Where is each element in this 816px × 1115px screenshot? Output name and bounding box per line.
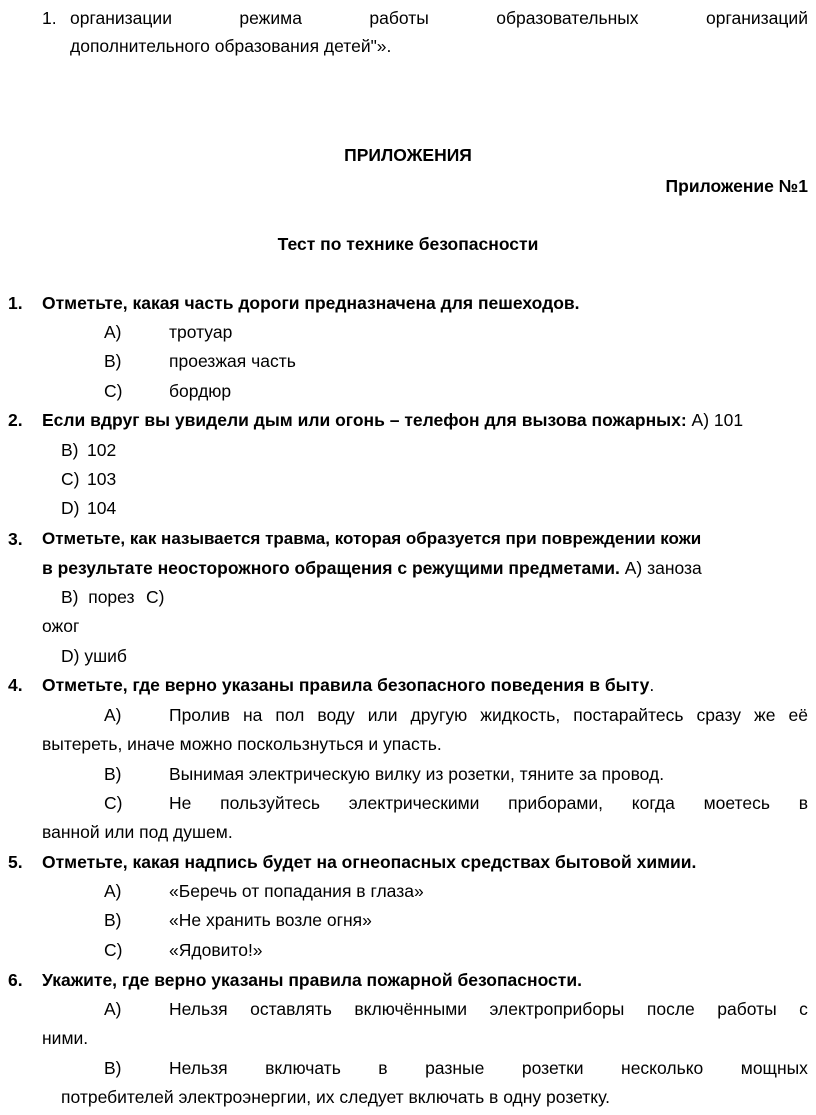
question-number: 1.: [8, 293, 23, 313]
test-title: Тест по технике безопасности: [277, 234, 539, 254]
option-line: [169, 793, 808, 814]
option-word: мощных: [740, 1058, 808, 1078]
appendix-label: Приложение №1: [665, 176, 808, 196]
question-text: Отметьте, какая часть дороги предназначена для пешеходов.: [42, 293, 580, 313]
option-letter: C): [104, 381, 123, 401]
option-letter: A): [104, 705, 122, 725]
option-inline: A) заноза: [624, 558, 702, 578]
option-word: розетки: [521, 1058, 584, 1078]
option-letter: A): [104, 322, 122, 342]
question-text: Если вдруг вы увидели дым или огонь – телефон для вызова пожарных:: [42, 410, 687, 430]
option-word: электроприборы: [489, 999, 625, 1019]
option-text: 102: [87, 440, 117, 460]
question-number: 4.: [8, 675, 23, 695]
intro-line-1: [70, 8, 808, 29]
option-text: 103: [87, 469, 117, 489]
option-word: электрическими: [348, 793, 480, 813]
intro-word: организаций: [706, 8, 808, 28]
intro-line-2: дополнительного образования детей"».: [70, 36, 392, 56]
option-word: пол: [275, 705, 305, 725]
option-line: [169, 1058, 808, 1079]
option-text: «Ядовито!»: [169, 940, 263, 960]
option-letter: B): [104, 351, 122, 371]
option-word: разные: [425, 1058, 485, 1078]
question-text: Отметьте, как называется травма, которая образуется при повреждении кожи: [42, 529, 702, 548]
option-letter: C): [104, 940, 123, 960]
question-number: 6.: [8, 970, 23, 990]
option-line: [169, 999, 808, 1020]
option-letter: B): [104, 910, 122, 930]
question-number: 5.: [8, 852, 23, 872]
option-word: постарайтесь: [573, 705, 684, 725]
option-word: пользуйтесь: [220, 793, 321, 813]
option-word: воду: [317, 705, 355, 725]
option-word: Нельзя: [169, 1058, 228, 1078]
option-word: её: [788, 705, 808, 725]
option-text: потребителей электроэнергии, их следует включать в одну розетку.: [61, 1087, 611, 1107]
option-text: тротуар: [169, 322, 233, 342]
option-letter: D): [61, 498, 80, 518]
question-text: Отметьте, где верно указаны правила безопасного поведения в быту: [42, 675, 650, 695]
option-text: Вынимая электрическую вилку из розетки, тяните за провод.: [169, 764, 665, 784]
option-text: проезжая часть: [169, 351, 296, 371]
option-letter: A): [104, 999, 122, 1019]
option-letter: B): [61, 440, 79, 460]
option-word: сразу: [696, 705, 742, 725]
option-word: работы: [717, 999, 777, 1019]
option-word: включать: [265, 1058, 341, 1078]
option-text: ожог: [42, 616, 80, 636]
option-text: 104: [87, 498, 117, 518]
option-word: включёнными: [354, 999, 468, 1019]
option-word: моетесь: [703, 793, 770, 813]
option-word: же: [754, 705, 776, 725]
option-letter: B): [104, 764, 122, 784]
option-d: D) ушиб: [61, 646, 127, 666]
option-inline: A) 101: [691, 410, 744, 430]
option-word: или: [367, 705, 398, 725]
option-word: другую: [410, 705, 468, 725]
question-number: 3.: [8, 529, 23, 549]
option-word: когда: [631, 793, 675, 813]
option-word: на: [242, 705, 263, 725]
option-word: жидкость,: [480, 705, 561, 725]
option-text: вытереть, иначе можно поскользнуться и упасть.: [42, 734, 442, 754]
option-letter: C): [146, 587, 165, 607]
option-word: после: [646, 999, 695, 1019]
intro-word: организации: [70, 8, 172, 28]
option-letter: A): [104, 881, 122, 901]
option-word: в: [378, 1058, 388, 1078]
option-text: бордюр: [169, 381, 232, 401]
intro-word: образовательных: [496, 8, 639, 28]
option-word: Пролив: [169, 705, 230, 725]
section-heading: ПРИЛОЖЕНИЯ: [344, 145, 472, 165]
option-word: оставлять: [250, 999, 332, 1019]
question-text: Укажите, где верно указаны правила пожарной безопасности.: [42, 970, 582, 990]
option-b: B) порез: [61, 587, 135, 607]
option-letter: C): [61, 469, 80, 489]
intro-word: режима: [239, 8, 302, 28]
question-line: [42, 410, 743, 431]
option-word: в: [798, 793, 808, 813]
option-text: ванной или под душем.: [42, 822, 233, 842]
option-word: несколько: [621, 1058, 704, 1078]
question-text: Отметьте, какая надпись будет на огнеопасных средствах бытовой химии.: [42, 852, 697, 872]
question-number: 2.: [8, 410, 23, 430]
option-word: приборами,: [508, 793, 604, 813]
option-letter: B): [104, 1058, 122, 1078]
question-line: [42, 558, 702, 579]
intro-number: 1.: [42, 8, 57, 28]
option-text: «Не хранить возле огня»: [169, 910, 372, 930]
question-trailing: .: [649, 675, 655, 695]
option-word: с: [799, 999, 808, 1019]
option-word: Не: [169, 793, 192, 813]
option-text: ними.: [42, 1028, 89, 1048]
option-text: «Беречь от попадания в глаза»: [169, 881, 424, 901]
option-letter: C): [104, 793, 123, 813]
option-line: [169, 705, 808, 726]
question-text: в результате неосторожного обращения с режущими предметами.: [42, 558, 620, 578]
question-line: [42, 675, 654, 696]
intro-word: работы: [369, 8, 429, 28]
option-word: Нельзя: [169, 999, 228, 1019]
